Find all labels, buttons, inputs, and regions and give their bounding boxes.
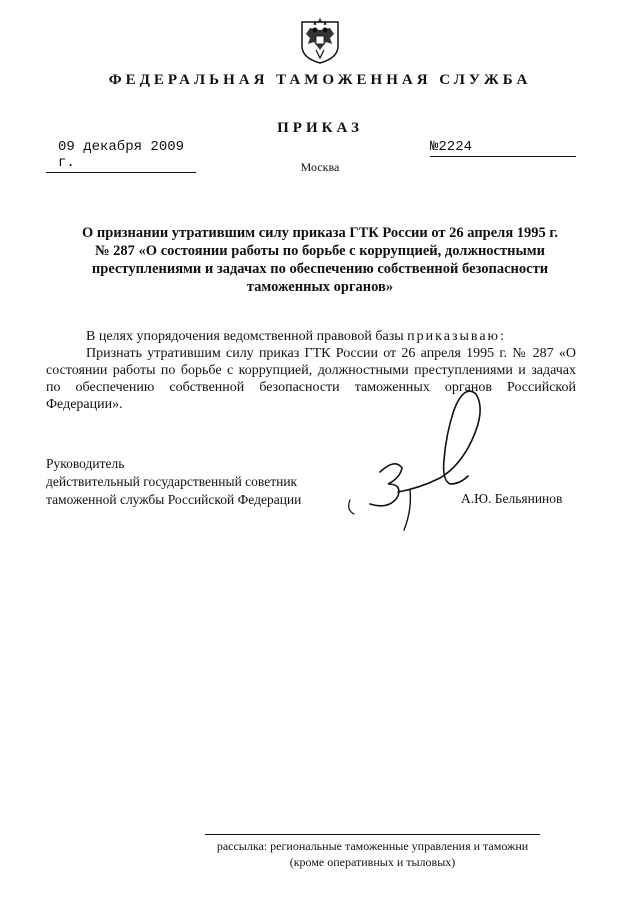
signatory-title: [46, 455, 301, 509]
signatory-line: действительный государственный советник: [46, 474, 298, 489]
title-line: таможенных органов»: [246, 279, 394, 295]
title-line: преступлениями и задачах по обеспечению собственной безопасности: [91, 261, 549, 277]
distribution-line: рассылка: региональные таможенные управления и таможни: [216, 839, 529, 853]
document-type: ПРИКАЗ: [277, 120, 363, 136]
distribution-divider: [205, 834, 540, 835]
state-emblem-icon: [298, 16, 342, 64]
document-city: Москва: [300, 160, 340, 174]
signatory-line: Руководитель: [46, 456, 125, 471]
signatory-name: А.Ю. Бельянинов: [461, 491, 563, 506]
body-paragraph-order: Признать утратившим силу приказ ГТК России от 26 апреля 1995 г. № 287 «О состоянии работы по борьбе с коррупцией, должностными преступлениями и задачах по обеспечению собственной безопасности таможенных органов Российской Федерации».: [46, 346, 576, 412]
signatory-line: таможенной службы Российской Федерации: [46, 492, 302, 507]
handwritten-signature: [340, 380, 500, 540]
intro-text: В целях упорядочения ведомственной правовой базы: [86, 329, 408, 344]
document-number: №2224: [430, 139, 576, 157]
distribution-list: [205, 838, 540, 870]
order-word: приказываю:: [407, 329, 506, 344]
document-date: 09 декабря 2009 г.: [46, 139, 196, 173]
title-line: О признании утратившим силу приказа ГТК России от 26 апреля 1995 г.: [82, 225, 558, 241]
document-title: [60, 224, 580, 296]
agency-name: ФЕДЕРАЛЬНАЯ ТАМОЖЕННАЯ СЛУЖБА: [108, 72, 532, 88]
body-paragraph-intro: [46, 328, 576, 345]
title-line: № 287 «О состоянии работы по борьбе с коррупцией, должностными: [94, 243, 546, 259]
distribution-line: (кроме оперативных и тыловых): [289, 855, 456, 869]
